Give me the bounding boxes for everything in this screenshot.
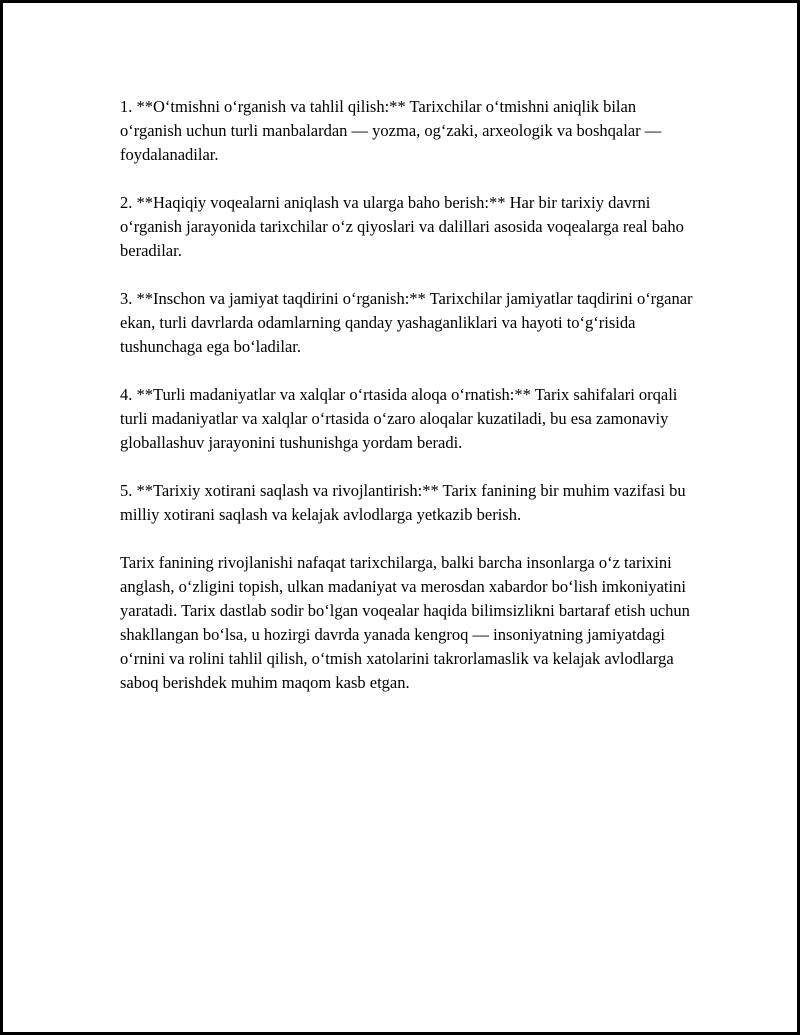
list-item-3: 3. **Inschon va jamiyat taqdirini o‘rganish:** Tarixchilar jamiyatlar taqdirini o‘rganar ekan, turli davrlarda odamlarning qanday yashaganliklari va hayoti to‘g‘risida tushunchaga ega bo‘ladilar.	[120, 289, 693, 356]
list-item-1: 1. **O‘tmishni o‘rganish va tahlil qilish:** Tarixchilar o‘tmishni aniqlik bilan o‘rganish uchun turli manbalardan — yozma, og‘zaki, arxeologik va boshqalar — foydalanadilar.	[120, 97, 662, 164]
list-item-4: 4. **Turli madaniyatlar va xalqlar o‘rtasida aloqa o‘rnatish:** Tarix sahifalari orqali turli madaniyatlar va xalqlar o‘rtasida o‘zaro aloqalar kuzatiladi, bu esa zamonaviy globallashuv jarayonini tushunishga yordam beradi.	[120, 385, 678, 452]
list-item-5: 5. **Tarixiy xotirani saqlash va rivojlantirish:** Tarix fanining bir muhim vazifasi bu milliy xotirani saqlash va kelajak avlodlarga yetkazib berish.	[120, 481, 686, 524]
list-item-2: 2. **Haqiqiy voqealarni aniqlash va ularga baho berish:** Har bir tarixiy davrni o‘rganish jarayonida tarixchilar o‘z qiyoslari va dalillari asosida voqealarga real baho beradilar.	[120, 193, 684, 260]
conclusion-paragraph: Tarix fanining rivojlanishi nafaqat tarixchilarga, balki barcha insonlarga o‘z tarixini anglash, o‘zligini topish, ulkan madaniyat va merosdan xabardor bo‘lish imkoniyatini yaratadi. Tarix dastlab sodir bo‘lgan voqealar haqida bilimsizlikni bartaraf etish uchun shakllangan bo‘lsa, u hozirgi davrda yanada kengroq — insoniyatning jamiyatdagi o‘rnini va rolini tahlil qilish, o‘tmish xatolarini takrorlamaslik va kelajak avlodlarga saboq berishdek muhim maqom kasb etgan.	[120, 553, 690, 692]
document-body	[120, 95, 700, 719]
